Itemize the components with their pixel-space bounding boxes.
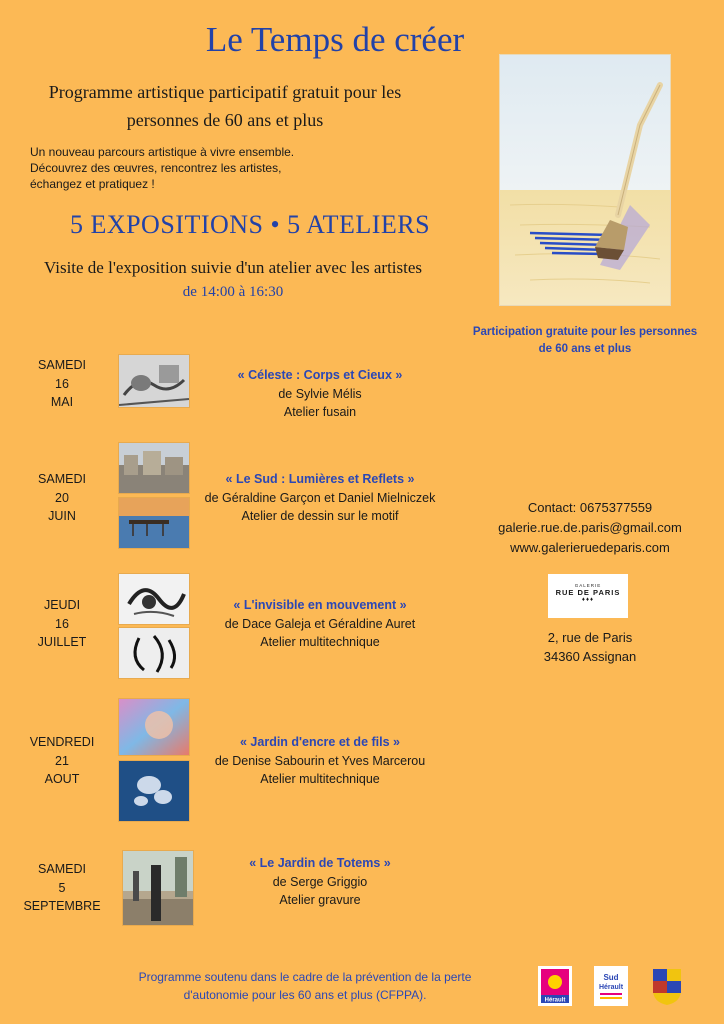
event-title: « L'invisible en mouvement » bbox=[233, 598, 407, 612]
intro-text bbox=[30, 144, 294, 192]
event-workshop: Atelier multitechnique bbox=[260, 772, 380, 786]
event-day-number: 21 bbox=[55, 753, 69, 768]
gallery-logo-small: GALERIE bbox=[574, 583, 602, 588]
event-title: « Le Sud : Lumières et Reflets » bbox=[225, 472, 415, 486]
event-day-number: 5 bbox=[58, 880, 66, 895]
cyanotype-thumbnail bbox=[118, 760, 190, 822]
event-day-number: 20 bbox=[55, 490, 69, 505]
headline: 5 EXPOSITIONS • 5 ATELIERS bbox=[69, 210, 431, 239]
event-artists: de Sylvie Mélis bbox=[278, 386, 362, 401]
intro-line-3: échangez et pratiquez ! bbox=[30, 177, 155, 191]
participation-line-2: de 60 ans et plus bbox=[538, 343, 632, 355]
gallery-logo bbox=[548, 574, 628, 618]
totem-photo-thumbnail bbox=[122, 850, 194, 926]
event-workshop: Atelier gravure bbox=[279, 893, 361, 907]
event-title: « Céleste : Corps et Cieux » bbox=[237, 368, 403, 382]
event-day: JEUDI bbox=[43, 598, 81, 612]
event-date bbox=[22, 356, 102, 412]
contact-website[interactable]: www.galerieruedeparis.com bbox=[510, 540, 670, 555]
contact-block bbox=[470, 498, 710, 558]
event-info bbox=[190, 733, 450, 789]
event-day: VENDREDI bbox=[29, 735, 95, 749]
brush-painting-image bbox=[500, 55, 670, 305]
abstract-painting-thumbnail bbox=[118, 698, 190, 756]
footer-text bbox=[90, 968, 520, 1004]
event-info bbox=[190, 854, 450, 910]
participation-line-1: Participation gratuite pour les personnes bbox=[472, 326, 698, 338]
contact-phone: Contact: 0675377559 bbox=[527, 500, 653, 515]
event-day: SAMEDI bbox=[38, 472, 86, 486]
event-day: SAMEDI bbox=[38, 862, 86, 876]
visit-text: Visite de l'exposition suivie d'un atelier avec les artistes bbox=[43, 258, 423, 277]
event-day: SAMEDI bbox=[38, 358, 86, 372]
subtitle-line-2: personnes de 60 ans et plus bbox=[126, 110, 324, 130]
address-city: 34360 Assignan bbox=[543, 649, 637, 664]
subtitle-line-1: Programme artistique participatif gratuit pour les bbox=[48, 82, 402, 102]
subtitle bbox=[20, 78, 430, 134]
event-title: « Jardin d'encre et de fils » bbox=[240, 735, 400, 749]
event-day-number: 16 bbox=[55, 616, 69, 631]
event-workshop: Atelier fusain bbox=[283, 405, 357, 419]
village-photo-thumbnail bbox=[118, 442, 190, 494]
pier-painting-thumbnail bbox=[118, 497, 190, 549]
ink-artwork-thumbnail bbox=[118, 627, 190, 679]
address-block bbox=[510, 628, 670, 666]
event-month: MAI bbox=[50, 395, 74, 409]
event-artists: de Dace Galeja et Géraldine Auret bbox=[224, 616, 416, 631]
footer-line-2: d'autonomie pour les 60 ans et plus (CFPPA). bbox=[183, 988, 427, 1002]
event-workshop: Atelier multitechnique bbox=[260, 635, 380, 649]
herault-logo bbox=[538, 966, 572, 1006]
event-month: JUILLET bbox=[37, 635, 87, 649]
sud-herault-logo-text-1: Sud bbox=[603, 973, 619, 982]
page-title: Le Temps de créer bbox=[205, 20, 465, 59]
event-artists: de Géraldine Garçon et Daniel Mielniczek bbox=[204, 490, 436, 505]
event-artists: de Denise Sabourin et Yves Marcerou bbox=[214, 753, 426, 768]
ink-artwork-thumbnail bbox=[118, 573, 190, 625]
sud-herault-logo-text-2: Hérault bbox=[598, 984, 624, 991]
herault-logo-text: Hérault bbox=[544, 997, 566, 1004]
footer-line-1: Programme soutenu dans le cadre de la prévention de la perte bbox=[138, 970, 472, 984]
hours-text: de 14:00 à 16:30 bbox=[182, 284, 284, 300]
gallery-logo-name: RUE DE PARIS bbox=[555, 588, 621, 597]
event-date bbox=[22, 596, 102, 652]
participation-note bbox=[440, 324, 724, 358]
gallery-logo-dots: ♦♦♦ bbox=[581, 597, 595, 603]
event-artists: de Serge Griggio bbox=[272, 874, 368, 889]
event-info bbox=[190, 596, 450, 652]
event-date bbox=[22, 733, 102, 789]
event-title: « Le Jardin de Totems » bbox=[249, 856, 391, 870]
event-date bbox=[22, 860, 102, 916]
charcoal-drawing-thumbnail bbox=[118, 354, 190, 408]
event-month: SEPTEMBRE bbox=[23, 899, 101, 913]
event-info bbox=[190, 470, 450, 526]
address-street: 2, rue de Paris bbox=[547, 630, 633, 645]
sud-herault-logo bbox=[594, 966, 628, 1006]
event-date bbox=[22, 470, 102, 526]
coat-of-arms-logo bbox=[650, 966, 684, 1006]
event-month: AOUT bbox=[44, 772, 80, 786]
event-info bbox=[190, 366, 450, 422]
event-workshop: Atelier de dessin sur le motif bbox=[241, 509, 399, 523]
event-day-number: 16 bbox=[55, 376, 69, 391]
intro-line-2: Découvrez des œuvres, rencontrez les artistes, bbox=[30, 161, 282, 175]
event-month: JUIN bbox=[48, 509, 76, 523]
contact-email[interactable]: galerie.rue.de.paris@gmail.com bbox=[498, 520, 682, 535]
intro-line-1: Un nouveau parcours artistique à vivre ensemble. bbox=[30, 145, 295, 159]
